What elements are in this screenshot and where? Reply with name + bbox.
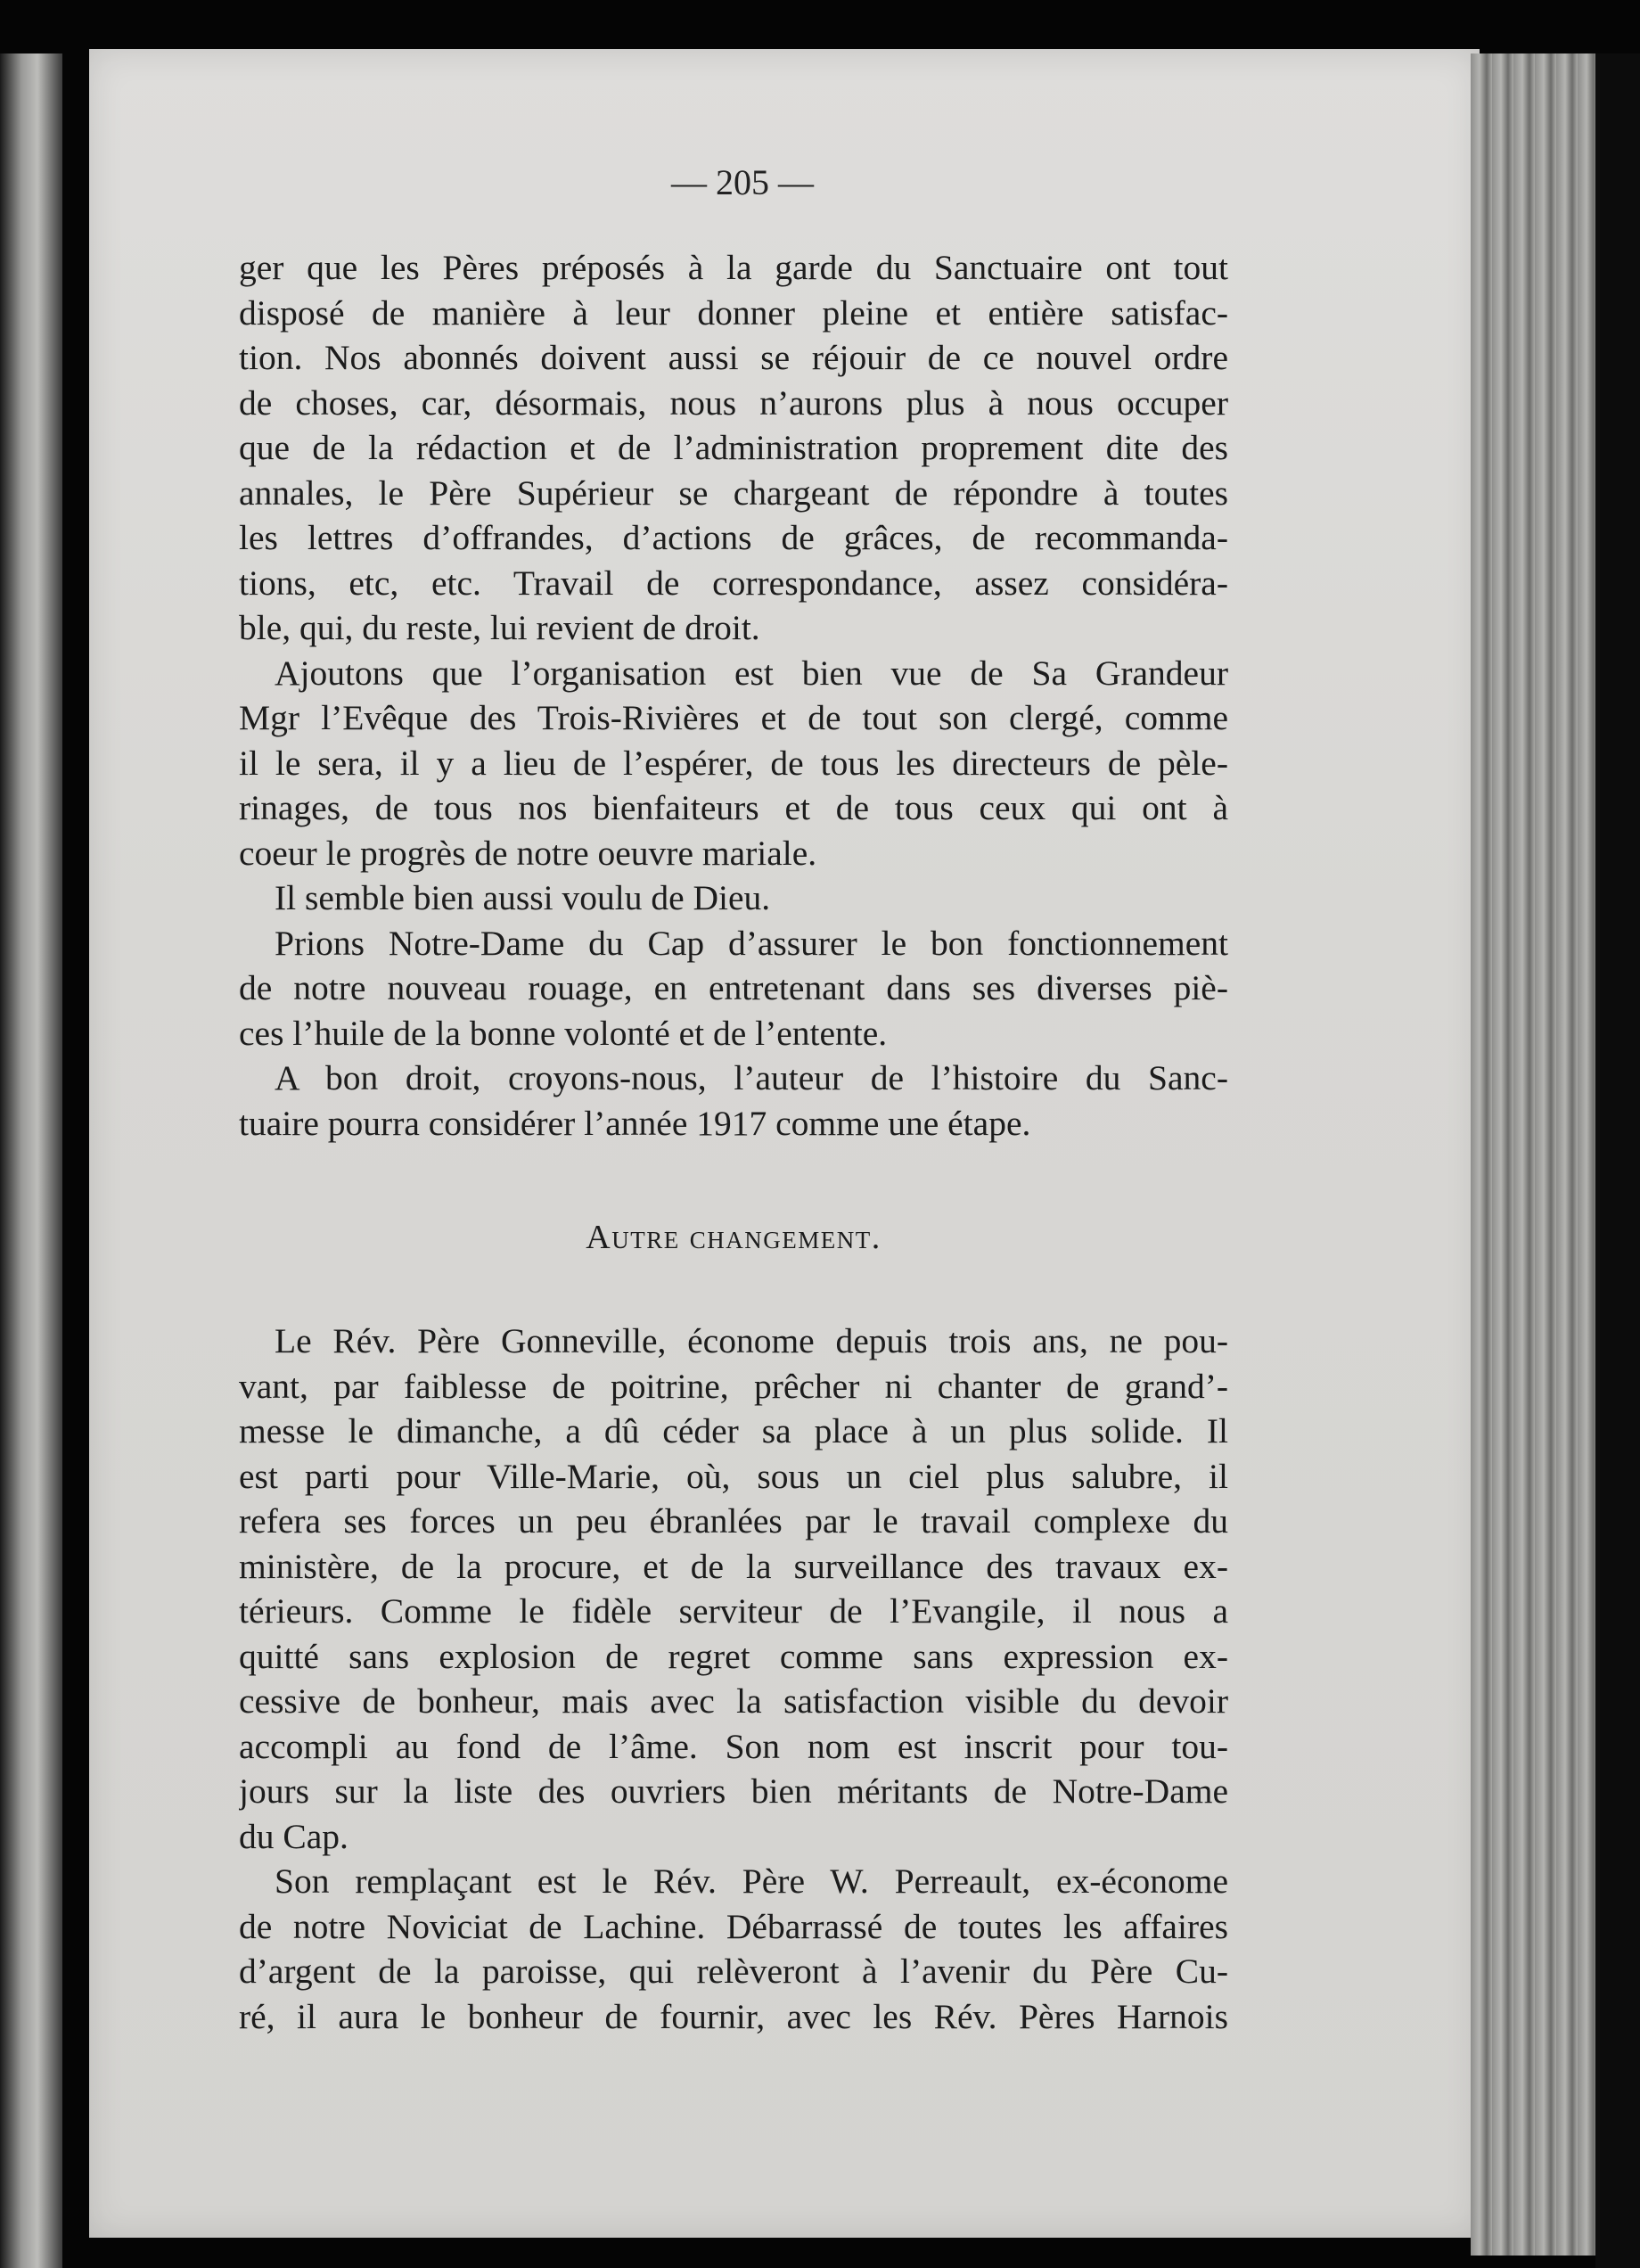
text-line: Mgr l’Evêque des Trois-Rivières et de tout son clergé, comme [239,698,1228,737]
text-line: tions, etc, etc. Travail de correspondance, assez considéra- [239,563,1228,603]
text-line: d’argent de la paroisse, qui relèveront à l’avenir du Père Cu- [239,1952,1228,1991]
text-line: est parti pour Ville-Marie, où, sous un ciel plus salubre, il [239,1456,1228,1496]
text-line: de notre Noviciat de Lachine. Débarrassé de toutes les affaires [239,1906,1228,1946]
text-line: térieurs. Comme le fidèle serviteur de l’Evangile, il nous a [239,1591,1228,1631]
text-line: du Cap. [239,1816,348,1856]
text-line: ble, qui, du reste, lui revient de droit. [239,608,760,647]
text-line: ré, il aura le bonheur de fournir, avec les Rév. Pères Harnois [239,1996,1228,2036]
text-line: Prions Notre-Dame du Cap d’assurer le bon fonctionnement [275,923,1228,963]
section-heading: Autre changement. [586,1219,882,1256]
text-line: tuaire pourra considérer l’année 1917 comme une étape. [239,1103,1031,1143]
text-line: Son remplaçant est le Rév. Père W. Perreault, ex-économe [275,1861,1228,1901]
text-line: de choses, car, désormais, nous n’aurons plus à nous occuper [239,382,1228,423]
paragraph-7 [239,1859,1228,2039]
text-line: coeur le progrès de notre oeuvre mariale. [239,833,817,873]
text-line: les lettres d’offrandes, d’actions de grâces, de recommanda- [239,518,1228,557]
text-line: cessive de bonheur, mais avec la satisfaction visible du devoir [239,1681,1228,1721]
text-line: quitté sans explosion de regret comme sans expression ex- [239,1636,1228,1676]
text-line: A bon droit, croyons-nous, l’auteur de l’histoire du Sanc- [275,1058,1228,1097]
text-line: messe le dimanche, a dû céder sa place à un plus solide. Il [239,1411,1228,1450]
text-line: jours sur la liste des ouvriers bien méritants de Notre-Dame [239,1771,1228,1811]
text-line: disposé de manière à leur donner pleine et entière satisfac- [239,292,1228,333]
scan-border-right [1595,53,1640,2268]
text-line: que de la rédaction et de l’administration proprement dite des [239,428,1228,467]
text-line: ministère, de la procure, et de la surveillance des travaux ex- [239,1546,1228,1586]
text-line: Le Rév. Père Gonneville, économe depuis trois ans, ne pou- [275,1321,1228,1360]
text-line: de notre nouveau rouage, en entretenant dans ses diverses piè- [239,968,1228,1007]
page-stack-edge [1471,53,1604,2256]
text-line: accompli au fond de l’âme. Son nom est inscrit pour tou- [239,1726,1228,1766]
text-line: Il semble bien aussi voulu de Dieu. [275,878,771,917]
body-text [239,245,1228,2039]
text-line: ger que les Pères préposés à la garde du Sanctuaire ont tout [239,248,1228,287]
paragraph-5 [239,1056,1228,1146]
text-line: rinages, de tous nos bienfaiteurs et de tous ceux qui ont à [239,788,1228,827]
text-line: annales, le Père Supérieur se chargeant de répondre à toutes [239,472,1228,513]
paragraph-2 [239,651,1228,876]
paragraph-1 [239,245,1228,651]
spacer [239,1146,1228,1215]
paragraph-4 [239,921,1228,1056]
paragraph-3 [239,875,1228,921]
text-line: vant, par faiblesse de poitrine, prêcher ni chanter de grand’- [239,1366,1228,1406]
text-line: ces l’huile de la bonne volonté et de l’entente. [239,1013,888,1053]
paragraph-6 [239,1319,1228,1859]
text-line: refera ses forces un peu ébranlées par le travail complexe du [239,1501,1228,1541]
text-line: tion. Nos abonnés doivent aussi se réjouir de ce nouvel ordre [239,338,1228,377]
page-number: — 205 — [671,162,814,202]
spacer [239,1260,1228,1319]
text-line: Ajoutons que l’organisation est bien vue de Sa Grandeur [275,653,1228,693]
facing-page-edge [0,53,62,2268]
text-line: il le sera, il y a lieu de l’espérer, de tous les directeurs de pèle- [239,743,1228,783]
